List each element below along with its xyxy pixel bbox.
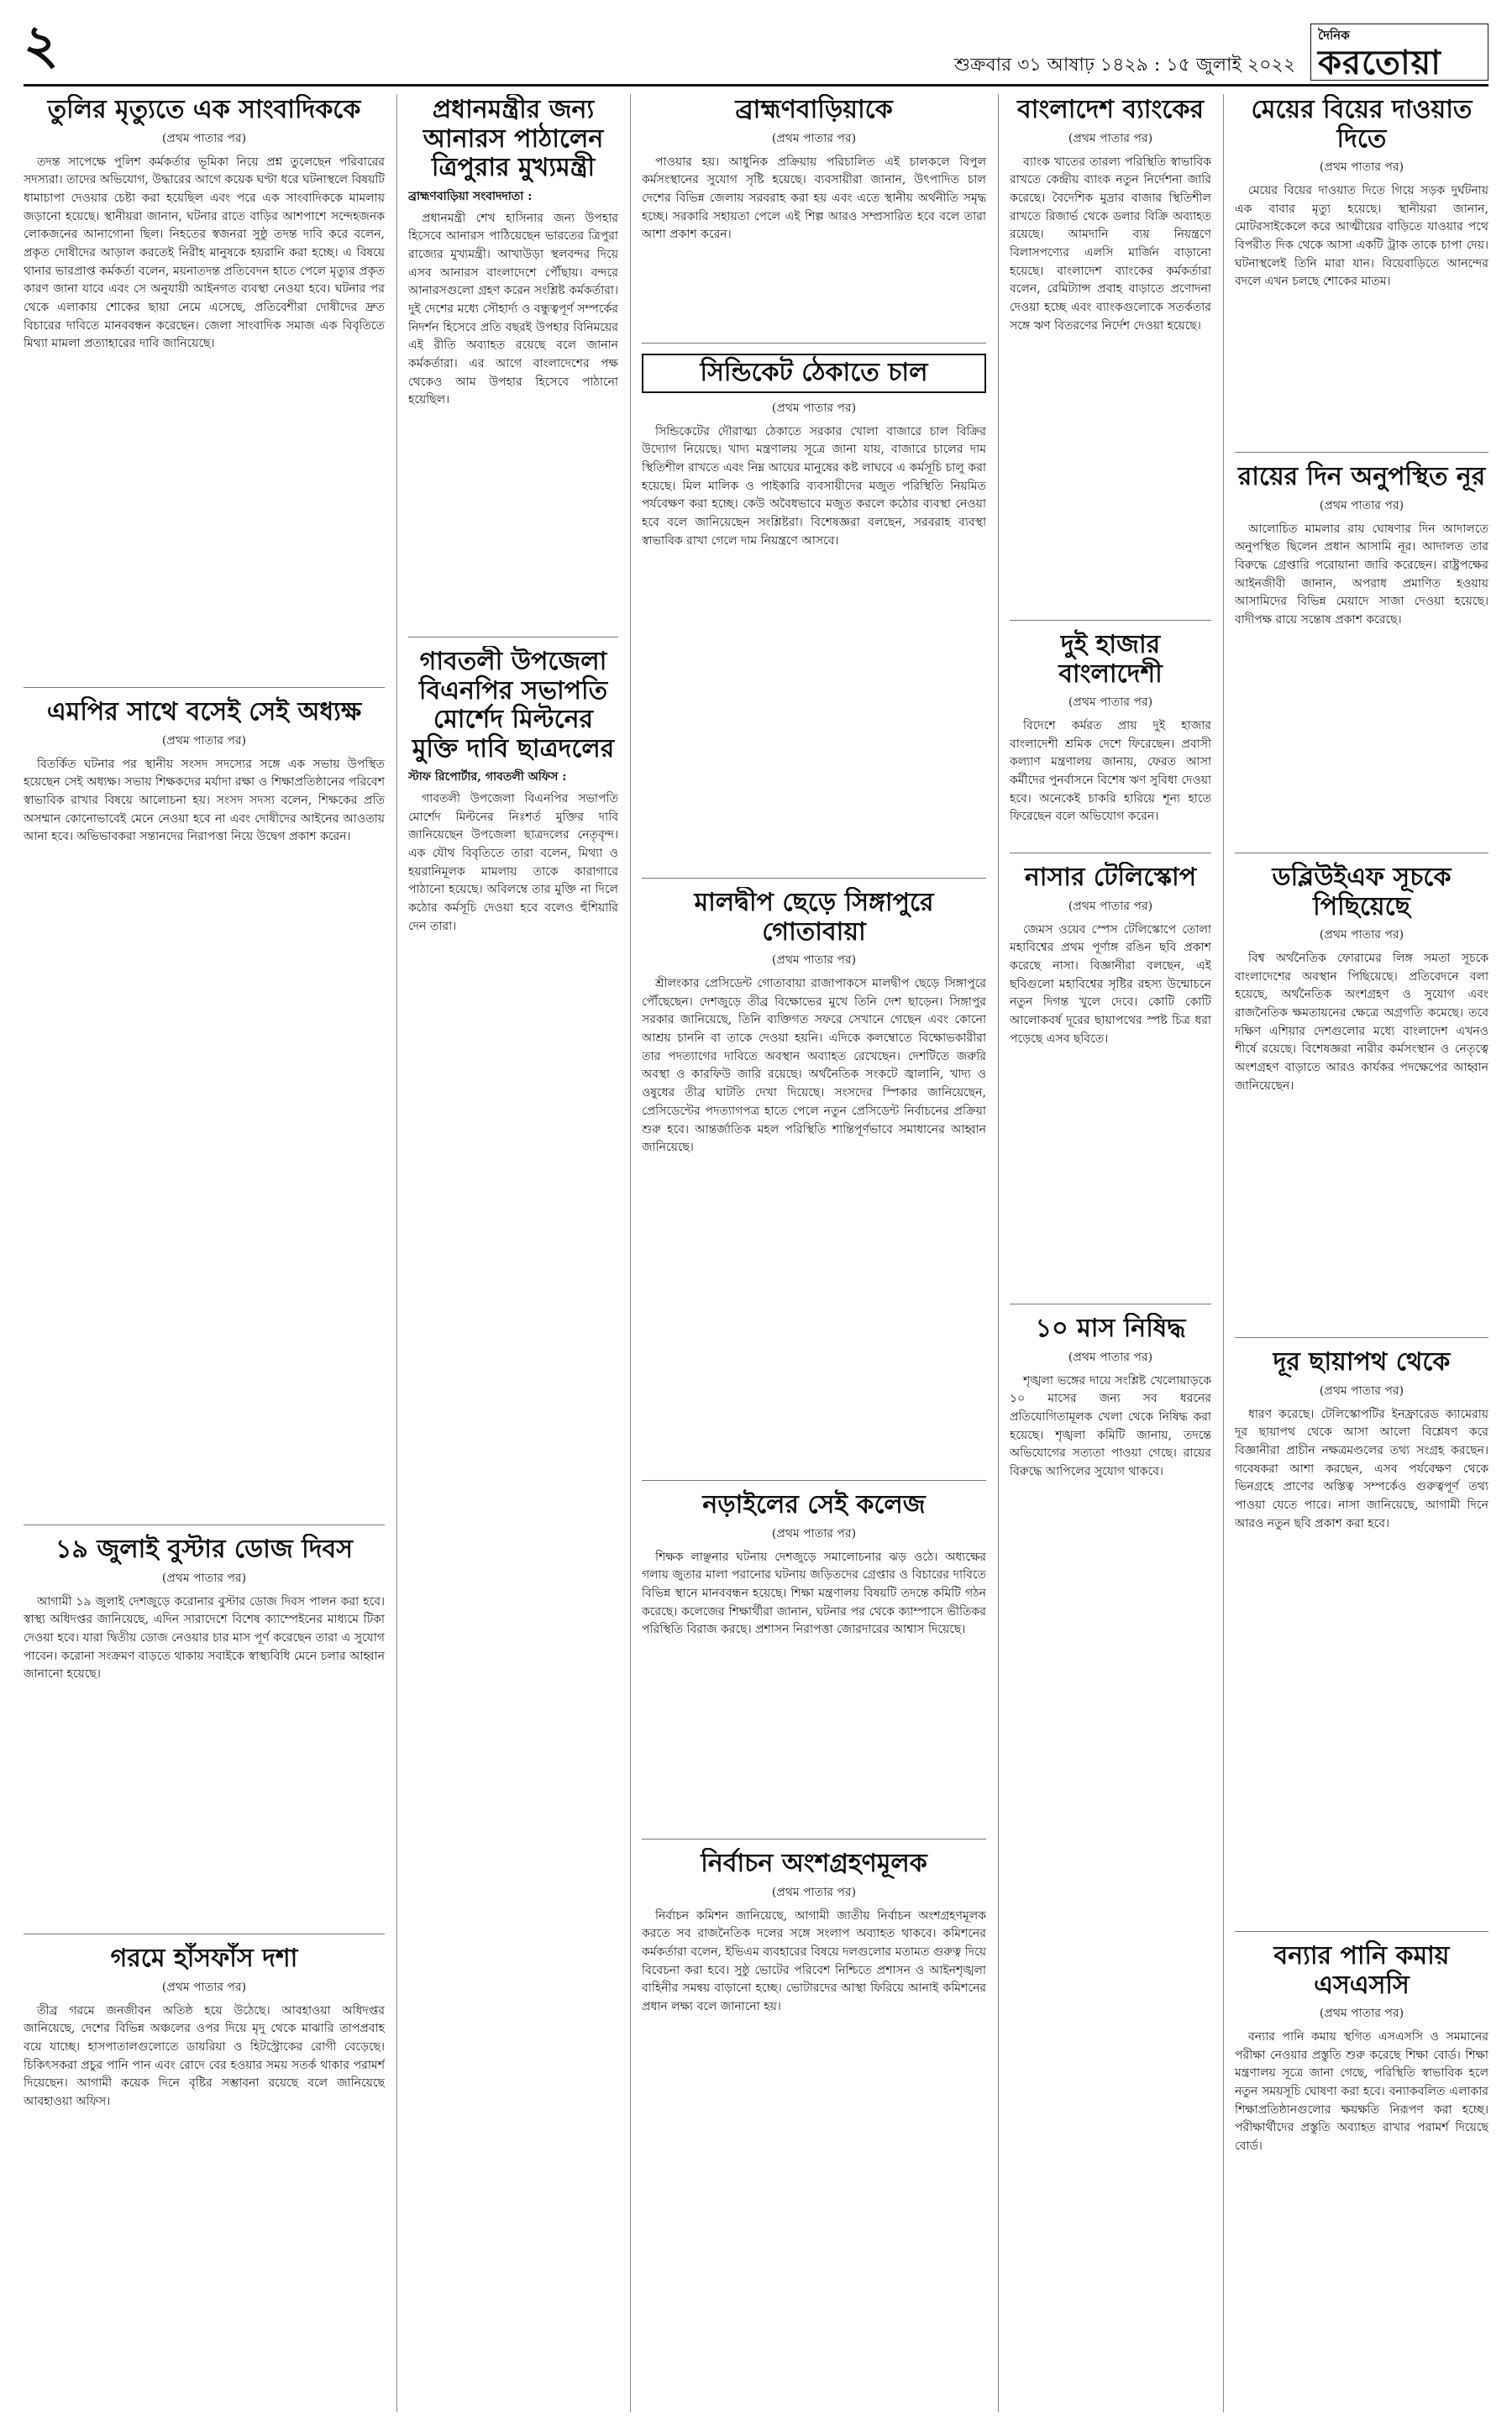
story-verdict[interactable] xyxy=(1235,461,1488,853)
headline: মালদ্বীপ ছেড়ে সিঙ্গাপুরে গোতাবায়া xyxy=(694,888,934,947)
headline: বাংলাদেশ ব্যাংকের xyxy=(1017,95,1204,124)
story-body: তদন্ত সাপেক্ষে পুলিশ কর্মকর্তার ভূমিকা নিয়ে প্রশ্ন তুলেছেন পরিবারের সদস্যরা। তাদের অভিযোগ, উদ্ধারের আগে কয়েক ঘণ্টা ধরে ঘটনাস্থলে বিষয়টি ধামাচাপা দেওয়ার চেষ্টা করা হয়েছিল এবং পরে এক সাংবাদিককে মামলায় জড়ানো হয়েছে। স্থানীয়রা জানান, ঘটনার রাতে বাড়ির আশপাশে সন্দেহজনক লোকজনের আনাগোনা ছিল। নিহতের স্বজনরা সুষ্ঠু তদন্ত দাবি করে বলেন, প্রকৃত দোষীদের আড়াল করতেই নিরীহ মানুষকে হয়রানি করা হচ্ছে। এ বিষয়ে থানার ভারপ্রাপ্ত কর্মকর্তা বলেন, ময়নাতদন্ত প্রতিবেদন হাতে পেলে মৃত্যুর প্রকৃত কারণ জানা যাবে এবং সে অনুযায়ী আইনগত ব্যবস্থা নেওয়া হবে। ঘটনার পর থেকে এলাকায় শোকের ছায়া নেমে এসেছে, প্রতিবেশীরা দোষীদের দ্রুত বিচারের দাবিতে মানববন্ধন করেছেন। জেলা সাংবাদিক সমাজ এক বিবৃতিতে মিথ্যা মামলা প্রত্যাহারের দাবি জানিয়েছে। xyxy=(24,155,385,351)
continued-label: (প্রথম পাতার পর) xyxy=(1319,1383,1404,1398)
headline: দূর ছায়াপথ থেকে xyxy=(1273,1347,1451,1377)
continued-label: (প্রথম পাতার পর) xyxy=(771,401,857,415)
continued-label: (প্রথম পাতার পর) xyxy=(1319,498,1404,512)
headline: বন্যার পানি কমায় এসএসসি xyxy=(1273,1941,1450,2000)
headline: ব্রাহ্মণবাড়িয়াকে xyxy=(735,95,893,124)
story-body: ব্যাংক খাতের তারল্য পরিস্থিতি স্বাভাবিক রাখতে কেন্দ্রীয় ব্যাংক নতুন নির্দেশনা জারি করেছে। বৈদেশিক মুদ্রার বাজার স্থিতিশীল রাখতে রিজার্ভ থেকে ডলার বিক্রি অব্যাহত রয়েছে। আমদানি ব্যয় নিয়ন্ত্রণে বিলাসপণ্যের এলসি মার্জিন বাড়ানো হয়েছে। বাংলাদেশ ব্যাংকের কর্মকর্তারা বলেন, রেমিট্যান্স প্রবাহ বাড়াতে প্রণোদনা দেওয়া হচ্ছে এবং ব্যাংকগুলোকে সতর্কতার সঙ্গে ঋণ বিতরণের নির্দেশ দেওয়া হয়েছে। xyxy=(1010,155,1211,333)
story-body: সিন্ডিকেটের দৌরাত্ম্য ঠেকাতে সরকার খোলা বাজারে চাল বিক্রির উদ্যোগ নিয়েছে। খাদ্য মন্ত্রণালয় সূত্রে জানা যায়, বাজারে চালের দাম স্থিতিশীল রাখতে এবং নিম্ন আয়ের মানুষের কষ্ট লাঘবে এ কর্মসূচি চালু করা হয়েছে। মিল মালিক ও পাইকারি ব্যবসায়ীদের মজুত পরিস্থিতি নিয়মিত পর্যবেক্ষণ করা হচ্ছে। কেউ অবৈধভাবে মজুত করলে কঠোর ব্যবস্থা নেওয়া হবে বলে জানিয়েছেন সংশ্লিষ্টরা। বিশেষজ্ঞরা বলছেন, সরবরাহ ব্যবস্থা স্বাভাবিক রাখা গেলে দাম নিয়ন্ত্রণে আসবে। xyxy=(642,424,986,548)
story-body: বিশ্ব অর্থনৈতিক ফোরামের লিঙ্গ সমতা সূচকে বাংলাদেশের অবস্থান পিছিয়েছে। প্রতিবেদনে বলা হয়েছে, অর্থনৈতিক অংশগ্রহণ ও সুযোগ এবং রাজনৈতিক ক্ষমতায়নের ক্ষেত্রে অগ্রগতি কমেছে। তবে দক্ষিণ এশিয়ার দেশগুলোর মধ্যে বাংলাদেশ এখনও শীর্ষে রয়েছে। বিশেষজ্ঞরা নারীর কর্মসংস্থান ও নেতৃত্বে অংশগ্রহণ বাড়াতে আরও কার্যকর পদক্ষেপের আহ্বান জানিয়েছেন। xyxy=(1235,952,1488,1093)
continued-label: (প্রথম পাতার পর) xyxy=(771,1885,857,1899)
story-pm[interactable] xyxy=(408,94,618,638)
headline: নাসার টেলিস্কোপ xyxy=(1024,863,1197,892)
continued-label: (প্রথম পাতার পর) xyxy=(1068,899,1153,913)
story-body: মেয়ের বিয়ের দাওয়াত দিতে গিয়ে সড়ক দুর্ঘটনায় এক বাবার মৃত্যু হয়েছে। স্থানীয়রা জানান, মোটরসাইকেলে করে আত্মীয়ের বাড়িতে যাওয়ার পথে বিপরীত দিক থেকে আসা একটি ট্রাক তাকে চাপা দেয়। ঘটনাস্থলেই তিনি মারা যান। বিয়েবাড়িতে আনন্দের বদলে এখন চলছে শোকের মাতম। xyxy=(1235,184,1488,289)
continued-label: (প্রথম পাতার পর) xyxy=(1068,695,1153,709)
story-mandwip[interactable] xyxy=(642,887,986,1481)
story-body: শিক্ষক লাঞ্ছনার ঘটনায় দেশজুড়ে সমালোচনার ঝড় ওঠে। অধ্যক্ষের গলায় জুতার মালা পরানোর ঘটনায় জড়িতদের গ্রেপ্তার ও বিচারের দাবিতে বিভিন্ন স্থানে মানববন্ধন হয়েছে। শিক্ষা মন্ত্রণালয় বিষয়টি তদন্তে কমিটি গঠন করেছে। কলেজের শিক্ষার্থীরা জানান, ঘটনার পর থেকে ক্যাম্পাসে ভীতিকর পরিস্থিতি বিরাজ করছে। প্রশাসন নিরাপত্তা জোরদারের আশ্বাস দিয়েছে। xyxy=(642,1550,986,1637)
continued-label: (প্রথম পাতার পর) xyxy=(1068,1350,1153,1364)
newspaper-logo xyxy=(1310,24,1488,81)
headline: গরমে হাঁসফাঁস দশা xyxy=(110,1944,298,1973)
headline: ডব্লিউইএফ সূচকে পিছিয়েছে xyxy=(1272,863,1452,921)
story-body: বিদেশে কর্মরত প্রায় দুই হাজার বাংলাদেশী শ্রমিক দেশে ফিরেছেন। প্রবাসী কল্যাণ মন্ত্রণালয় জানায়, ফেরত আসা কর্মীদের পুনর্বাসনে বিশেষ ঋণ সুবিধা দেওয়া হবে। অনেকেই চাকরি হারিয়ে শূন্য হাতে ফিরেছেন বলে অভিযোগ করেন। xyxy=(1010,719,1211,824)
continued-label: (প্রথম পাতার পর) xyxy=(161,1571,247,1585)
column-rule xyxy=(998,94,999,2412)
reporter-byline: স্টাফ রিপোর্টার, গাবতলী অফিস : xyxy=(408,770,567,784)
continued-label: (প্রথম পাতার পর) xyxy=(161,131,247,145)
column-rule xyxy=(630,94,631,2412)
story-two-thousand[interactable] xyxy=(1010,629,1211,853)
continued-label: (প্রথম পাতার পর) xyxy=(771,953,857,967)
story-body: বন্যার পানি কমায় স্থগিত এসএসসি ও সমমানের পরীক্ষা নেওয়ার প্রস্তুতি শুরু করেছে শিক্ষা বোর্ড। শিক্ষা মন্ত্রণালয় সূত্রে জানা গেছে, পরিস্থিতি স্বাভাবিক হলে নতুন সময়সূচি ঘোষণা করা হবে। বন্যাকবলিত এলাকার শিক্ষাপ্রতিষ্ঠানগুলোর ক্ষয়ক্ষতি নিরূপণ করা হচ্ছে। পরীক্ষার্থীদের প্রস্তুতি অব্যাহত রাখার পরামর্শ দিয়েছে বোর্ড। xyxy=(1235,2030,1488,2154)
headline: এমপির সাথে বসেই সেই অধ্যক্ষ xyxy=(46,697,362,727)
story-narail[interactable] xyxy=(642,1489,986,1840)
story-booster[interactable] xyxy=(24,1534,385,1934)
continued-label: (প্রথম পাতার পর) xyxy=(1319,2007,1404,2020)
story-nasa[interactable] xyxy=(1010,862,1211,1304)
story-body: ধারণ করেছে। টেলিস্কোপটির ইনফ্রারেড ক্যামেরায় দূর ছায়াপথ থেকে আসা আলো বিশ্লেষণ করে বিজ্ঞানীরা প্রাচীন নক্ষত্রমণ্ডলের তথ্য সংগ্রহ করছেন। গবেষকরা আশা করছেন, এসব পর্যবেক্ষণ থেকে ভিনগ্রহে প্রাণের অস্তিত্ব সম্পর্কেও গুরুত্বপূর্ণ তথ্য পাওয়া যেতে পারে। নাসা জানিয়েছে, আগামী দিনে আরও নতুন ছবি প্রকাশ করা হবে। xyxy=(1235,1407,1488,1530)
column-2 xyxy=(408,94,618,2412)
headline: সিন্ডিকেট ঠেকাতে চাল xyxy=(642,354,986,393)
logo-tagline: দৈনিক xyxy=(1318,28,1350,43)
column-rule xyxy=(396,94,397,2412)
story-body: পাওয়ার হয়। আধুনিক প্রক্রিয়ায় পরিচালিত এই চালকলে বিপুল কর্মসংস্থানের সুযোগ সৃষ্টি হয়েছে। ব্যবসায়ীরা জানান, উৎপাদিত চাল দেশের বিভিন্ন জেলায় সরবরাহ করা হয় এবং এতে স্থানীয় অর্থনীতি সমৃদ্ধ হচ্ছে। সরকারি সহায়তা পেলে এই শিল্প আরও সম্প্রসারিত হবে বলে তারা আশা প্রকাশ করেন। xyxy=(642,155,986,242)
page-number: ২ xyxy=(24,13,59,76)
story-marriage[interactable] xyxy=(1235,94,1488,453)
headline: রায়ের দিন অনুপস্থিত নূর xyxy=(1237,462,1486,491)
story-galaxy[interactable] xyxy=(1235,1346,1488,1932)
column-4 xyxy=(1010,94,1211,2412)
masthead xyxy=(24,13,1488,87)
columns xyxy=(24,94,1488,2412)
story-ten-months[interactable] xyxy=(1010,1313,1211,1490)
story-syndicate[interactable] xyxy=(642,352,986,879)
story-body: বিতর্কিত ঘটনার পর স্থানীয় সংসদ সদস্যের সঙ্গে এক সভায় উপস্থিত হয়েছেন সেই অধ্যক্ষ। সভায় শিক্ষকদের মর্যাদা রক্ষা ও শিক্ষাপ্রতিষ্ঠানের পরিবেশ স্বাভাবিক রাখার বিষয়ে আলোচনা হয়। সংসদ সদস্য বলেন, শিক্ষকের প্রতি অসম্মান কোনোভাবেই মেনে নেওয়া হবে না এবং দোষীদের আইনের আওতায় আনা হবে। অভিভাবকরা সন্তানদের নিরাপত্তা নিয়ে উদ্বেগ প্রকাশ করেন। xyxy=(24,757,385,844)
headline: মেয়ের বিয়ের দাওয়াত দিতে xyxy=(1251,95,1473,154)
story-bbaria[interactable] xyxy=(642,94,986,344)
headline: গাবতলী উপজেলা বিএনপির সভাপতি মোর্শেদ মিল্টনের মুক্তি দাবি ছাত্রদলের xyxy=(412,647,615,764)
headline: ১০ মাস নিষিদ্ধ xyxy=(1035,1314,1186,1343)
story-body: জেমস ওয়েব স্পেস টেলিস্কোপে তোলা মহাবিশ্বের প্রথম পূর্ণাঙ্গ রঙিন ছবি প্রকাশ করেছে নাসা। বিজ্ঞানীরা বলছেন, এই ছবিগুলো মহাবিশ্বের সৃষ্টির রহস্য উন্মোচনে নতুন দিগন্ত খুলে দেবে। কোটি কোটি আলোকবর্ষ দূরের ছায়াপথের স্পষ্ট চিত্র ধরা পড়েছে এসব ছবিতে। xyxy=(1010,922,1211,1046)
reporter-byline: ব্রাহ্মণবাড়িয়া সংবাদদাতা : xyxy=(408,189,533,203)
column-rule xyxy=(1223,94,1224,2412)
issue-date: শুক্রবার ৩১ আষাঢ় ১৪২৯ : ১৫ জুলাই ২০২২ xyxy=(954,55,1295,76)
column-1 xyxy=(24,94,385,2412)
headline: নির্বাচন অংশগ্রহণমূলক xyxy=(701,1849,927,1878)
headline: দুই হাজার বাংলাদেশী xyxy=(1058,630,1163,689)
story-body: গাবতলী উপজেলা বিএনপির সভাপতি মোর্শেদ মিল্টনের নিঃশর্ত মুক্তির দাবি জানিয়েছেন উপজেলা ছাত্রদলের নেতৃবৃন্দ। এক যৌথ বিবৃতিতে তারা বলেন, মিথ্যা ও হয়রানিমূলক মামলায় তাকে কারাগারে পাঠানো হয়েছে। অবিলম্বে তার মুক্তি না দিলে কঠোর কর্মসূচি দেওয়া হবে বলেও হুঁশিয়ারি দেন তারা। xyxy=(408,792,618,933)
continued-label: (প্রথম পাতার পর) xyxy=(1068,131,1153,145)
story-election[interactable] xyxy=(642,1848,986,2025)
headline: প্রধানমন্ত্রীর জন্য আনারস পাঠালেন ত্রিপুরার মুখ্যমন্ত্রী xyxy=(423,95,604,182)
column-5 xyxy=(1235,94,1488,2412)
story-flood-ssc[interactable] xyxy=(1235,1940,1488,2165)
continued-label: (প্রথম পাতার পর) xyxy=(771,1526,857,1540)
continued-label: (প্রথম পাতার পর) xyxy=(771,131,857,145)
continued-label: (প্রথম পাতার পর) xyxy=(1319,928,1404,942)
continued-label: (প্রথম পাতার পর) xyxy=(161,1980,247,1994)
story-heat[interactable] xyxy=(24,1943,385,2120)
story-mp[interactable] xyxy=(24,696,385,1525)
headline: ১৯ জুলাই বুস্টার ডোজ দিবস xyxy=(55,1535,353,1564)
headline: নড়াইলের সেই কলেজ xyxy=(702,1490,926,1519)
story-body: আগামী ১৯ জুলাই দেশজুড়ে করোনার বুস্টার ডোজ দিবস পালন করা হবে। স্বাস্থ্য অধিদপ্তর জানিয়েছে, এদিন সারাদেশে বিশেষ ক্যাম্পেইনের মাধ্যমে টিকা দেওয়া হবে। যারা দ্বিতীয় ডোজ নেওয়ার চার মাস পূর্ণ করেছেন তারা এ সুযোগ পাবেন। করোনা সংক্রমণ বাড়তে থাকায় সবাইকে স্বাস্থ্যবিধি মেনে চলার আহ্বান জানানো হয়েছে। xyxy=(24,1594,385,1682)
story-bank[interactable] xyxy=(1010,94,1211,621)
continued-label: (প্রথম পাতার পর) xyxy=(161,733,247,748)
logo-title: করতোয়া xyxy=(1318,43,1441,82)
story-bnp[interactable] xyxy=(408,646,618,945)
story-body: শৃঙ্খলা ভঙ্গের দায়ে সংশ্লিষ্ট খেলোয়াড়কে ১০ মাসের জন্য সব ধরনের প্রতিযোগিতামূলক খেলা থেকে নিষিদ্ধ করা হয়েছে। শৃঙ্খলা কমিটি জানায়, তদন্তে অভিযোগের সত্যতা পাওয়া গেছে। রায়ের বিরুদ্ধে আপিলের সুযোগ থাকবে। xyxy=(1010,1373,1211,1478)
story-body: তীব্র গরমে জনজীবন অতিষ্ঠ হয়ে উঠেছে। আবহাওয়া অধিদপ্তর জানিয়েছে, দেশের বিভিন্ন অঞ্চলের ওপর দিয়ে মৃদু থেকে মাঝারি তাপপ্রবাহ বয়ে যাচ্ছে। হাসপাতালগুলোতে ডায়রিয়া ও হিটস্ট্রোকের রোগী বেড়েছে। চিকিৎসকরা প্রচুর পানি পান এবং রোদে বের হওয়ার সময় সতর্ক থাকার পরামর্শ দিয়েছেন। আগামী কয়েক দিনে বৃষ্টির সম্ভাবনা রয়েছে বলে জানিয়েছে আবহাওয়া অফিস। xyxy=(24,2003,385,2108)
story-body: শ্রীলংকার প্রেসিডেন্ট গোতাবায়া রাজাপাকসে মালদ্বীপ ছেড়ে সিঙ্গাপুরে পৌঁছেছেন। দেশজুড়ে তীব্র বিক্ষোভের মুখে তিনি দেশ ছাড়েন। সিঙ্গাপুর সরকার জানিয়েছে, তিনি ব্যক্তিগত সফরে সেখানে গেছেন এবং কোনো আশ্রয় চাননি বা তাকে দেওয়া হয়নি। এদিকে কলম্বোতে বিক্ষোভকারীরা তার পদত্যাগের দাবিতে অবস্থান অব্যাহত রেখেছেন। দেশটিতে জরুরি অবস্থা ও কারফিউ জারি রয়েছে। অর্থনৈতিক সংকটে জ্বালানি, খাদ্য ও ওষুধের তীব্র ঘাটতি দেখা দিয়েছে। সংসদের স্পিকার জানিয়েছেন, প্রেসিডেন্টের পদত্যাগপত্র হাতে পেলে নতুন প্রেসিডেন্ট নির্বাচনের প্রক্রিয়া শুরু হবে। আন্তর্জাতিক মহল পরিস্থিতি শান্তিপূর্ণভাবে সমাধানের আহ্বান জানিয়েছে। xyxy=(642,977,986,1155)
story-body: আলোচিত মামলার রায় ঘোষণার দিন আদালতে অনুপস্থিত ছিলেন প্রধান আসামি নূর। আদালত তার বিরুদ্ধে গ্রেপ্তারি পরোয়ানা জারি করেছেন। রাষ্ট্রপক্ষের আইনজীবী জানান, অপরাধ প্রমাণিত হওয়ায় আসামিদের বিভিন্ন মেয়াদে সাজা দেওয়া হয়েছে। বাদীপক্ষ রায়ে সন্তোষ প্রকাশ করেছে। xyxy=(1235,522,1488,627)
continued-label: (প্রথম পাতার পর) xyxy=(1319,160,1404,174)
story-wef[interactable] xyxy=(1235,862,1488,1338)
story-tuli[interactable] xyxy=(24,94,385,688)
story-body: নির্বাচন কমিশন জানিয়েছে, আগামী জাতীয় নির্বাচন অংশগ্রহণমূলক করতে সব রাজনৈতিক দলের সঙ্গে সংলাপ অব্যাহত থাকবে। কমিশনের কর্মকর্তারা বলেন, ইভিএম ব্যবহারের বিষয়ে দলগুলোর মতামত গুরুত্ব দিয়ে বিবেচনা করা হবে। সুষ্ঠু ভোটের পরিবেশ নিশ্চিতে প্রশাসন ও আইনশৃঙ্খলা বাহিনীর সমন্বয় বাড়ানো হচ্ছে। ভোটারদের আস্থা ফিরিয়ে আনাই কমিশনের প্রধান লক্ষ্য বলে জানানো হয়। xyxy=(642,1908,986,2013)
column-3 xyxy=(642,94,986,2412)
headline: তুলির মৃত্যুতে এক সাংবাদিককে xyxy=(47,95,361,124)
story-body: প্রধানমন্ত্রী শেখ হাসিনার জন্য উপহার হিসেবে আনারস পাঠিয়েছেন ভারতের ত্রিপুরা রাজ্যের মুখ্যমন্ত্রী। আখাউড়া স্থলবন্দর দিয়ে এসব আনারস বাংলাদেশে পৌঁছায়। বন্দরে আনারসগুলো গ্রহণ করেন সংশ্লিষ্ট কর্মকর্তারা। দুই দেশের মধ্যে সৌহার্দ্য ও বন্ধুত্বপূর্ণ সম্পর্কের নিদর্শন হিসেবে প্রতি বছরই উপহার বিনিময়ের এই রীতি অব্যাহত রয়েছে বলে জানান কর্মকর্তারা। এর আগে বাংলাদেশের পক্ষ থেকেও আম উপহার হিসেবে পাঠানো হয়েছিল। xyxy=(408,211,618,407)
